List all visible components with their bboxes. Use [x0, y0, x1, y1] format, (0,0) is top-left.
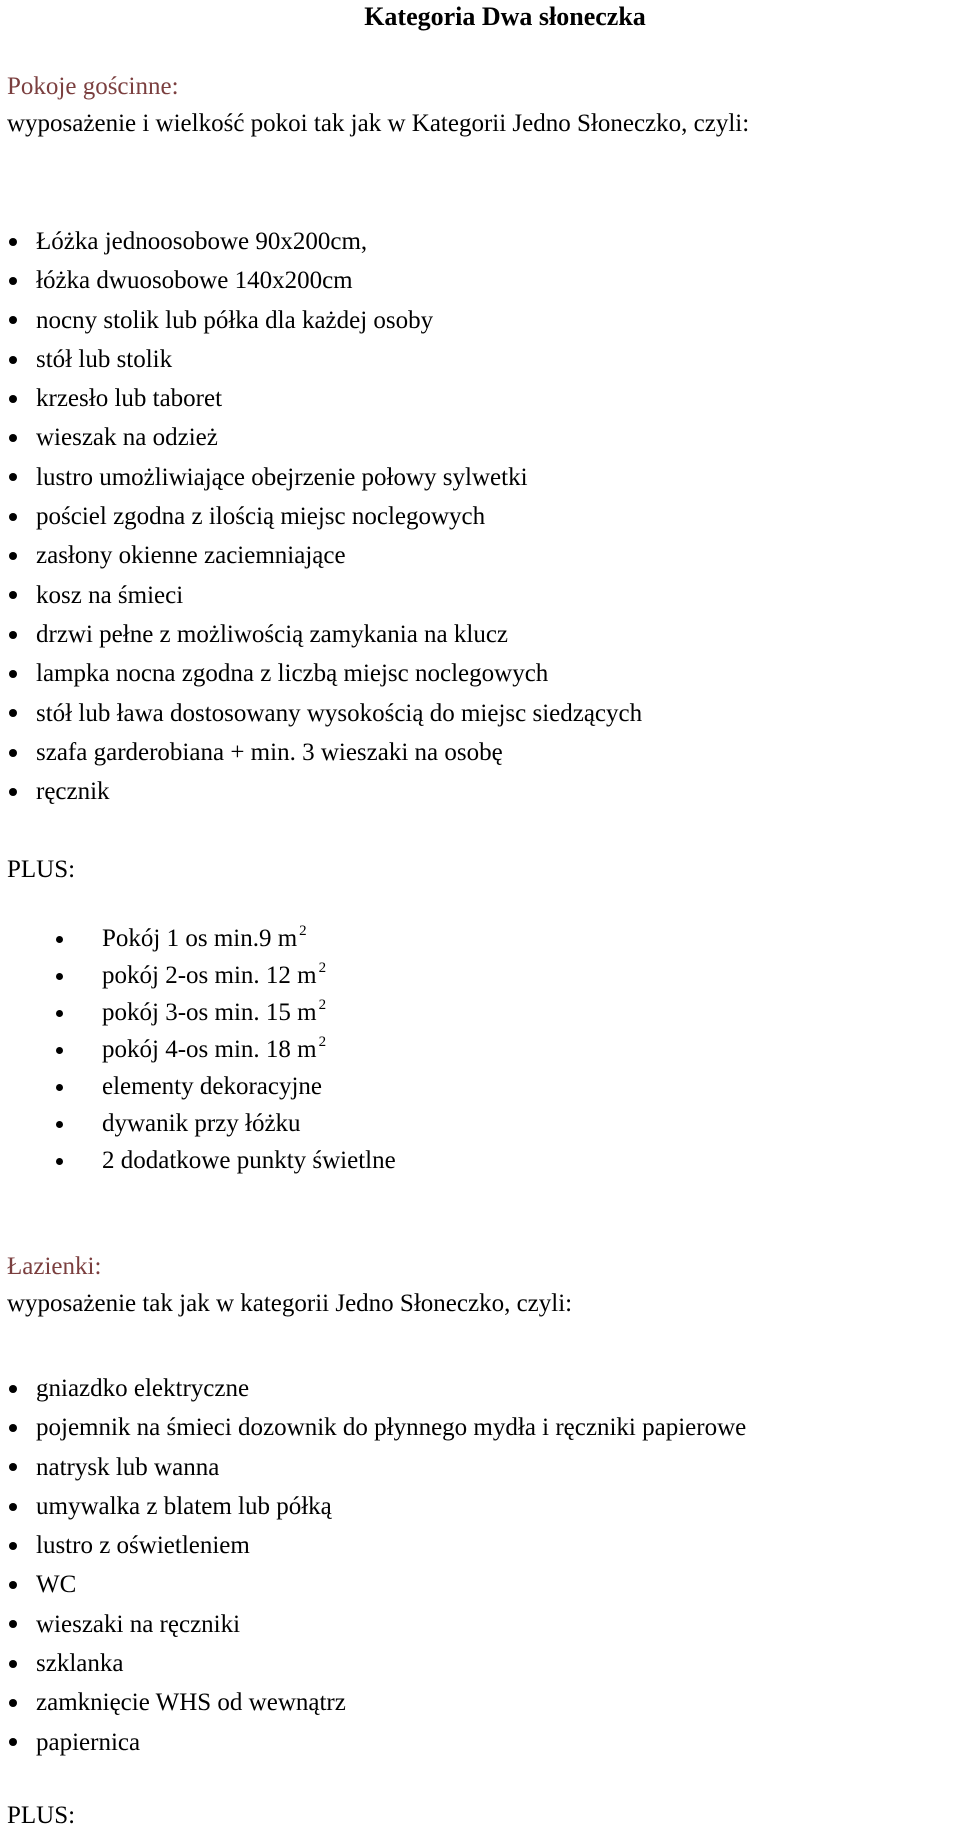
- bathrooms-plus-heading: PLUS:: [7, 1802, 76, 1829]
- list-item-text: kosz na śmieci: [36, 581, 184, 609]
- bullet-icon: [9, 709, 17, 717]
- list-item: [0, 340, 642, 379]
- bullet-icon: [9, 473, 17, 481]
- list-item: [0, 1487, 746, 1526]
- superscript: 2: [318, 997, 327, 1013]
- bullet-icon: [9, 1620, 17, 1628]
- list-item: [0, 301, 642, 340]
- list-item: [0, 1644, 746, 1683]
- bullet-icon: [9, 631, 17, 639]
- bullet-icon: [9, 238, 17, 246]
- bullet-icon: [56, 1121, 63, 1128]
- bullet-icon: [9, 749, 17, 757]
- list-item: [0, 1031, 396, 1068]
- bullet-icon: [9, 1581, 17, 1589]
- list-item: [0, 1526, 746, 1565]
- list-item: [0, 1408, 746, 1447]
- list-item-text: zamknięcie WHS od wewnątrz: [36, 1689, 346, 1717]
- list-item-text: WC: [36, 1571, 77, 1599]
- bullet-icon: [9, 1660, 17, 1668]
- superscript: 2: [318, 1034, 327, 1050]
- bullet-icon: [56, 973, 63, 980]
- bullet-icon: [9, 552, 17, 560]
- list-item: [0, 1565, 746, 1604]
- rooms-equipment-list: [0, 222, 642, 811]
- list-item-text: pokój 3-os min. 15 m: [102, 999, 317, 1026]
- list-item: [0, 1605, 746, 1644]
- list-item-text: Łóżka jednoosobowe 90x200cm,: [36, 228, 368, 255]
- list-item-text: papiernica: [36, 1728, 141, 1756]
- bullet-icon: [9, 513, 17, 521]
- list-item: [0, 536, 642, 575]
- list-item: [0, 576, 642, 615]
- bullet-icon: [9, 670, 17, 678]
- bullet-icon: [9, 316, 17, 324]
- list-item-text: stół lub ława dostosowany wysokością do miejsc siedzących: [36, 699, 643, 727]
- list-item-text: umywalka z blatem lub półką: [36, 1492, 332, 1520]
- list-item-text: nocny stolik lub półka dla każdej osoby: [36, 306, 434, 334]
- rooms-plus-heading: PLUS:: [7, 856, 76, 883]
- bullet-icon: [56, 1010, 63, 1017]
- list-item: [0, 1723, 746, 1762]
- list-item-text: stół lub stolik: [36, 345, 173, 373]
- rooms-intro: wyposażenie i wielkość pokoi tak jak w Kategorii Jedno Słoneczko, czyli:: [7, 110, 750, 137]
- superscript: 2: [299, 923, 307, 939]
- list-item: [0, 733, 642, 772]
- document-title: Kategoria Dwa słoneczka: [364, 2, 646, 31]
- list-item: [0, 694, 642, 733]
- list-item-text: pojemnik na śmieci dozownik do płynnego mydła i ręczniki papierowe: [36, 1414, 747, 1442]
- list-item: [0, 222, 642, 261]
- bullet-icon: [56, 1084, 63, 1091]
- list-item-text: drzwi pełne z możliwością zamykania na klucz: [36, 620, 509, 648]
- superscript: 2: [318, 960, 327, 976]
- bullet-icon: [9, 1699, 17, 1707]
- list-item-text: wieszak na odzież: [36, 424, 218, 452]
- list-item: [0, 418, 642, 457]
- list-item-text: dywanik przy łóżku: [102, 1110, 301, 1137]
- list-item-text: gniazdko elektryczne: [36, 1375, 250, 1402]
- bullet-icon: [9, 1424, 17, 1432]
- list-item-text: lustro umożliwiające obejrzenie połowy sylwetki: [36, 463, 528, 491]
- list-item: [0, 994, 396, 1031]
- bullet-icon: [9, 1385, 17, 1393]
- list-item: [0, 1369, 746, 1408]
- list-item-text: pościel zgodna z ilością miejsc noclegowych: [36, 503, 486, 531]
- bathrooms-intro: wyposażenie tak jak w kategorii Jedno Słoneczko, czyli:: [7, 1290, 573, 1317]
- bullet-icon: [9, 591, 17, 599]
- list-item: [0, 1448, 746, 1487]
- list-item-text: Pokój 1 os min.9 m: [102, 925, 298, 952]
- list-item-text: zasłony okienne zaciemniające: [36, 542, 346, 570]
- rooms-plus-list: [0, 920, 396, 1179]
- list-item: [0, 458, 642, 497]
- list-item-text: 2 dodatkowe punkty świetlne: [102, 1147, 396, 1174]
- bullet-icon: [9, 1503, 17, 1511]
- list-item: [0, 1683, 746, 1722]
- list-item-text: szklanka: [36, 1650, 124, 1678]
- bullet-icon: [9, 1542, 17, 1550]
- bullet-icon: [9, 1463, 17, 1471]
- bullet-icon: [9, 434, 17, 442]
- bathrooms-equipment-list: [0, 1369, 746, 1762]
- bullet-icon: [9, 395, 17, 403]
- list-item-text: szafa garderobiana + min. 3 wieszaki na osobę: [36, 738, 503, 766]
- bullet-icon: [56, 936, 63, 943]
- bathrooms-heading: Łazienki:: [7, 1253, 102, 1280]
- rooms-heading: Pokoje gościnne:: [7, 73, 179, 100]
- list-item: [0, 615, 642, 654]
- list-item: [0, 772, 642, 811]
- bullet-icon: [56, 1158, 63, 1165]
- list-item-text: pokój 4-os min. 18 m: [102, 1036, 317, 1063]
- list-item-text: łóżka dwuosobowe 140x200cm: [36, 267, 353, 295]
- bullet-icon: [9, 788, 17, 796]
- bullet-icon: [9, 356, 17, 364]
- list-item-text: krzesło lub taboret: [36, 385, 223, 413]
- bullet-icon: [9, 277, 17, 285]
- list-item: [0, 261, 642, 300]
- list-item: [0, 957, 396, 994]
- list-item: [0, 1105, 396, 1142]
- bullet-icon: [9, 1738, 17, 1746]
- list-item: [0, 379, 642, 418]
- list-item-text: natrysk lub wanna: [36, 1453, 220, 1481]
- list-item-text: ręcznik: [36, 778, 110, 806]
- list-item-text: lustro z oświetleniem: [36, 1532, 250, 1560]
- list-item-text: pokój 2-os min. 12 m: [102, 962, 317, 989]
- list-item-text: lampka nocna zgodna z liczbą miejsc noclegowych: [36, 660, 549, 688]
- list-item: [0, 1142, 396, 1179]
- list-item: [0, 654, 642, 693]
- list-item: [0, 1068, 396, 1105]
- list-item-text: elementy dekoracyjne: [102, 1073, 323, 1100]
- list-item: [0, 497, 642, 536]
- list-item-text: wieszaki na ręczniki: [36, 1610, 241, 1638]
- bullet-icon: [56, 1047, 63, 1054]
- list-item: [0, 920, 396, 957]
